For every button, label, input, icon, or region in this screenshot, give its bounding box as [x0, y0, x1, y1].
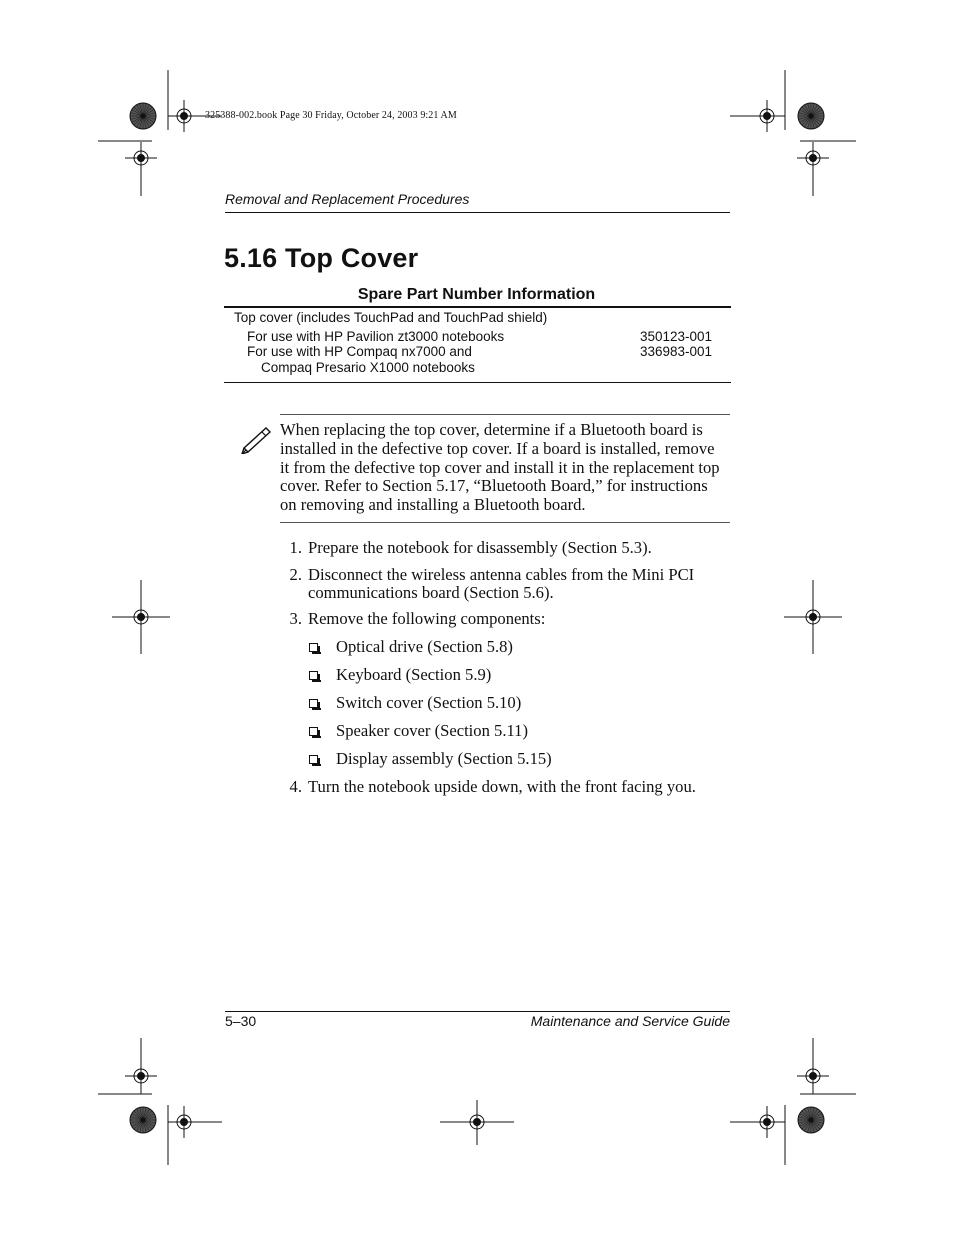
- pencil-note-icon: [240, 424, 274, 454]
- note-bottom-rule: [280, 522, 730, 523]
- note-line: cover. Refer to Section 5.17, “Bluetooth Board,” for instructions: [280, 476, 708, 496]
- step-number: 3.: [289, 609, 302, 628]
- checkbox-bullet-icon: [309, 755, 318, 764]
- table-row-description: For use with HP Compaq nx7000 and: [247, 344, 472, 359]
- step-text: Prepare the notebook for disassembly (Section 5.3).: [308, 538, 652, 557]
- note-line: When replacing the top cover, determine if a Bluetooth board is: [280, 420, 703, 439]
- note-top-rule: [280, 414, 730, 415]
- table-top-rule: [224, 306, 731, 308]
- running-header: Removal and Replacement Procedures: [225, 191, 470, 207]
- step-text: communications board (Section 5.6).: [308, 583, 554, 602]
- checkbox-bullet-icon: [309, 727, 318, 736]
- section-title: 5.16 Top Cover: [224, 243, 419, 273]
- component-item: Speaker cover (Section 5.11): [336, 721, 528, 740]
- table-row-description: Compaq Presario X1000 notebooks: [261, 360, 475, 375]
- footer-rule: [225, 1011, 730, 1012]
- step-number: 4.: [289, 777, 302, 796]
- step-text: Turn the notebook upside down, with the front facing you.: [308, 777, 696, 796]
- print-slug-line: 325388-002.book Page 30 Friday, October 24, 2003 9:21 AM: [205, 110, 457, 121]
- component-item: Display assembly (Section 5.15): [336, 749, 552, 768]
- step-text: Remove the following components:: [308, 609, 546, 628]
- checkbox-bullet-icon: [309, 699, 318, 708]
- checkbox-bullet-icon: [309, 671, 318, 680]
- table-caption: Spare Part Number Information: [357, 286, 596, 303]
- checkbox-bullet-icon: [309, 643, 318, 652]
- note-line: it from the defective top cover and install it in the replacement top: [280, 457, 720, 477]
- component-item: Keyboard (Section 5.9): [336, 665, 492, 684]
- component-item: Optical drive (Section 5.8): [336, 637, 513, 656]
- header-rule: [225, 212, 730, 213]
- note-text: [280, 421, 730, 515]
- page-number: 5–30: [225, 1013, 257, 1029]
- table-item-title: Top cover (includes TouchPad and TouchPad shield): [234, 310, 548, 325]
- footer-guide-title: Maintenance and Service Guide: [530, 1013, 730, 1029]
- step-number: 2.: [289, 565, 302, 584]
- step-number: 1.: [289, 538, 302, 557]
- table-bottom-rule: [224, 382, 731, 383]
- table-row-part-number: 336983-001: [640, 344, 713, 359]
- note-line: on removing and installing a Bluetooth board.: [280, 495, 586, 515]
- table-row-part-number: 350123-001: [640, 329, 713, 344]
- table-row-description: For use with HP Pavilion zt3000 notebooks: [247, 329, 505, 344]
- step-text: Disconnect the wireless antenna cables from the Mini PCI: [308, 565, 695, 584]
- note-line: installed in the defective top cover. If a board is installed, remove: [280, 438, 715, 458]
- component-item: Switch cover (Section 5.10): [336, 693, 522, 712]
